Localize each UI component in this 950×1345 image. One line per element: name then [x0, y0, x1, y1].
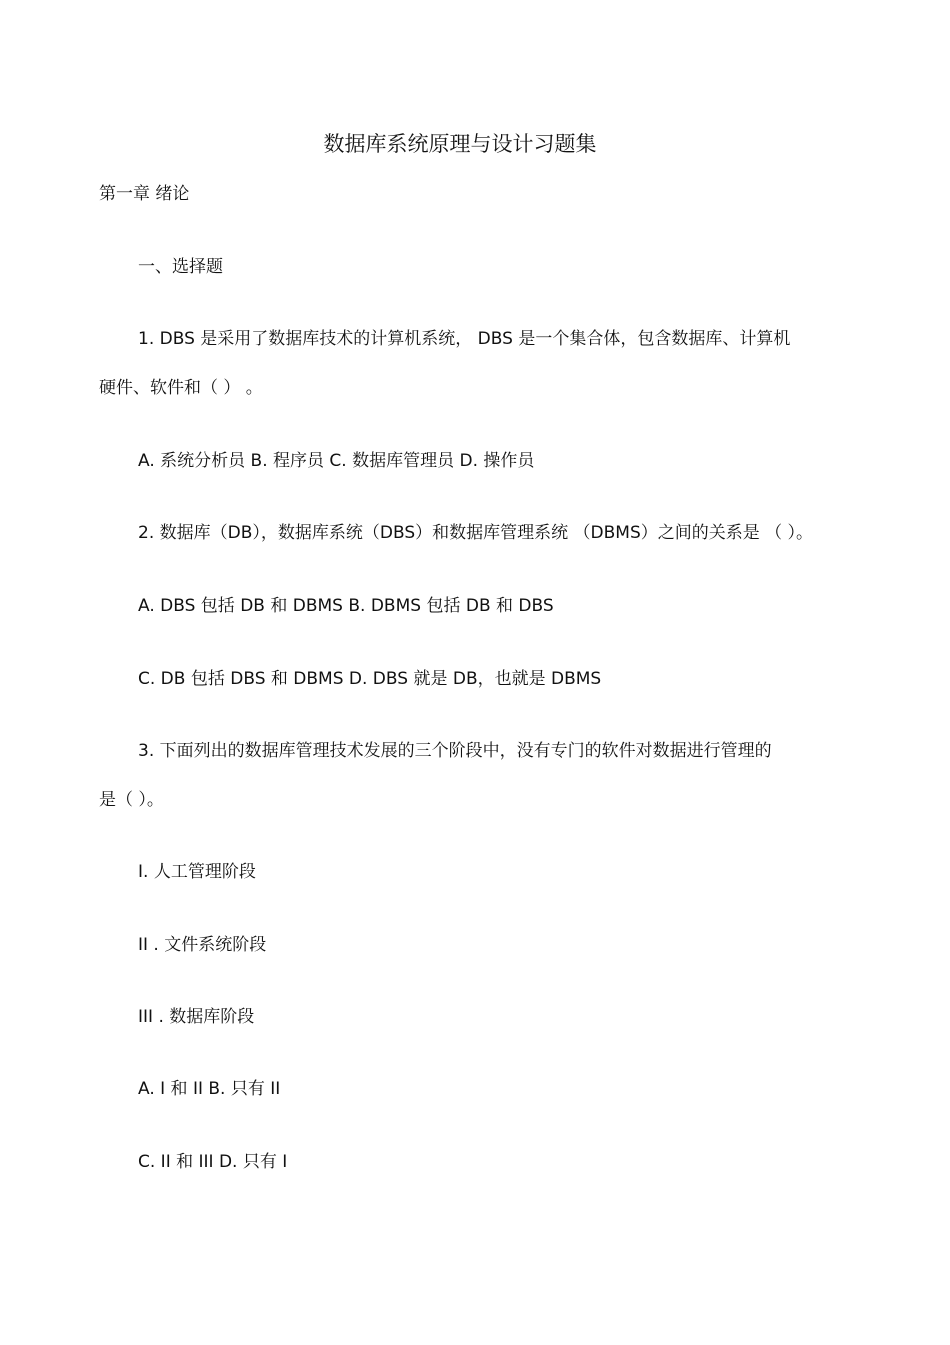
question-3-text-cont: 是（ ）。 [99, 790, 164, 810]
question-3-text: 3. 下面列出的数据库管理技术发展的三个阶段中，没有专门的软件对数据进行管理的 [138, 741, 772, 761]
question-3-item-1: I. 人工管理阶段 [138, 862, 256, 882]
question-1-text-cont: 硬件、软件和（ ） 。 [99, 378, 263, 398]
question-3-options-ab: A. I 和 II B. 只有 II [138, 1079, 281, 1099]
chapter-heading: 第一章 绪论 [99, 184, 190, 204]
question-2-options-cd: C. DB 包括 DBS 和 DBMS D. DBS 就是 DB，也就是 DBMS [138, 669, 602, 689]
section-heading: 一、选择题 [138, 257, 223, 277]
question-2-text: 2. 数据库（DB），数据库系统（DBS）和数据库管理系统 （DBMS）之间的关系是 （ ）。 [138, 523, 814, 543]
page-title: 数据库系统原理与设计习题集 [323, 132, 597, 156]
question-3-item-2: II . 文件系统阶段 [138, 935, 267, 955]
question-1-options: A. 系统分析员 B. 程序员 C. 数据库管理员 D. 操作员 [138, 451, 535, 471]
question-3-options-cd: C. II 和 III D. 只有 I [138, 1152, 288, 1172]
question-2-options-ab: A. DBS 包括 DB 和 DBMS B. DBMS 包括 DB 和 DBS [138, 596, 554, 616]
question-1-text: 1. DBS 是采用了数据库技术的计算机系统， DBS 是一个集合体，包含数据库、计算机 [138, 329, 791, 349]
question-3-item-3: III . 数据库阶段 [138, 1007, 255, 1027]
